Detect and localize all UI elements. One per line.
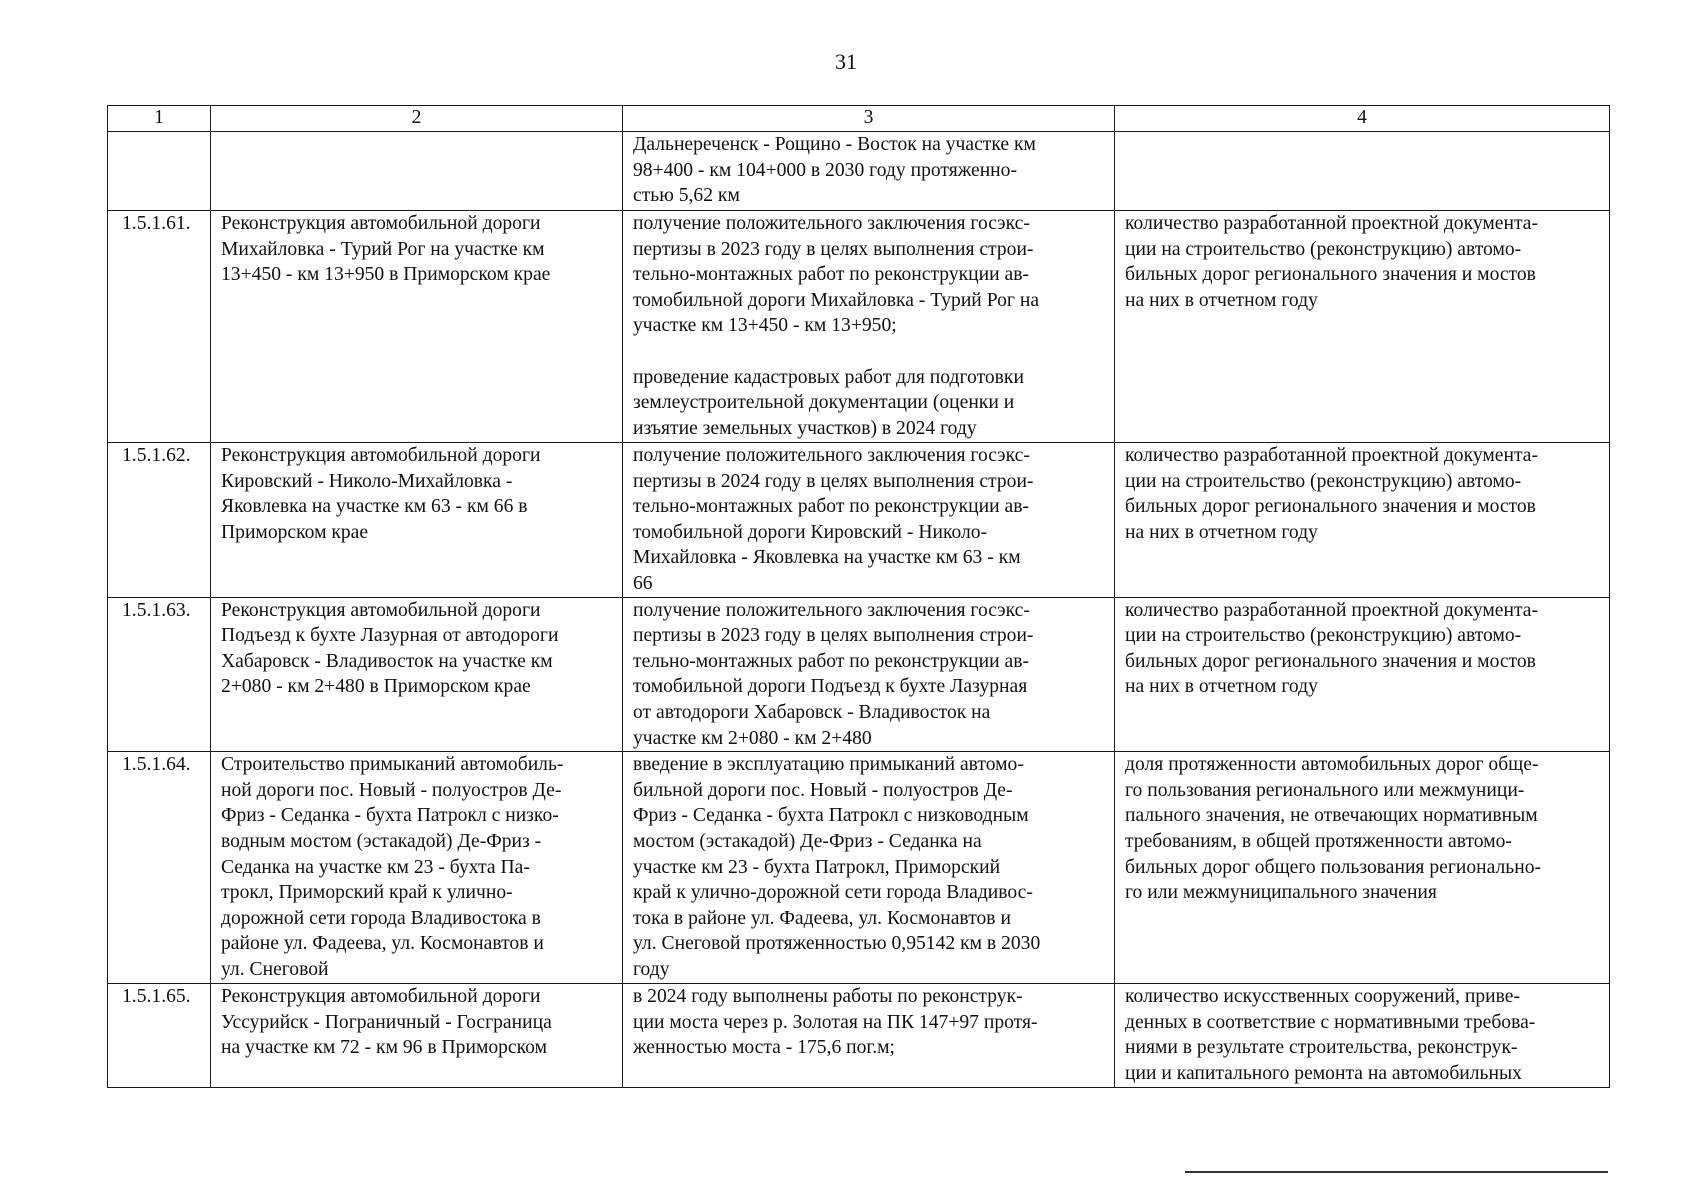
column-header-1: 1 [108,106,211,132]
measure-result: введение в эксплуатацию примыканий автомо- бильной дороги пос. Новый - полуостров Де- Фриз - Седанка - бухта Патрокл с низководным мостом (эстакадой) Де-Фриз - Седанка на участке км 23 - бухта Патрокл, Приморский край к улично-дорожной сети города Владивос- тока в районе ул. Фадеева, ул. Космонавтов и ул. Снеговой протяженностью 0,95142 км в 2030 году [623,752,1115,984]
measure-indicator: количество разработанной проектной документа- ции на строительство (реконструкцию) автомо- бильных дорог регионального значения и мостов на них в отчетном году [1115,597,1610,752]
measure-name: Реконструкция автомобильной дороги Михайловка - Турий Рог на участке км 13+450 - км 13+950 в Приморском крае [211,211,623,443]
row-number: 1.5.1.62. [108,443,211,598]
row-number: 1.5.1.64. [108,752,211,984]
row-number: 1.5.1.65. [108,984,211,1087]
column-header-4: 4 [1115,106,1610,132]
measure-indicator [1115,132,1610,211]
row-number: 1.5.1.61. [108,211,211,443]
table-row [108,132,1610,211]
page-number: 31 [835,49,857,74]
measures-table [107,105,1610,1088]
row-number [108,132,211,211]
row-number: 1.5.1.63. [108,597,211,752]
measure-result: получение положительного заключения госэкс- пертизы в 2024 году в целях выполнения строи- тельно-монтажных работ по реконструкции ав- томобильной дороги Кировский - Николо- Михайловка - Яковлевка на участке км 63 - км 66 [623,443,1115,598]
table-row [108,443,1610,598]
table-row [108,211,1610,443]
measure-indicator: количество разработанной проектной документа- ции на строительство (реконструкцию) автомо- бильных дорог регионального значения и мостов на них в отчетном году [1115,211,1610,443]
measure-indicator: количество разработанной проектной документа- ции на строительство (реконструкцию) автомо- бильных дорог регионального значения и мостов на них в отчетном году [1115,443,1610,598]
column-header-3: 3 [623,106,1115,132]
measure-name: Реконструкция автомобильной дороги Уссурийск - Пограничный - Госграница на участке км 72 - км 96 в Приморском [211,984,623,1087]
measure-indicator: количество искусственных сооружений, приве- денных в соответствие с нормативными требова- ниями в результате строительства, реконструк- ции и капитального ремонта на автомобильных [1115,984,1610,1087]
measure-result: Дальнереченск - Рощино - Восток на участке км 98+400 - км 104+000 в 2030 году протяженно- стью 5,62 км [623,132,1115,211]
measure-indicator: доля протяженности автомобильных дорог обще- го пользования регионального или межмуници- пального значения, не отвечающих нормативным требованиям, в общей протяженности автомо- бильных дорог общего пользования регионально- го или межмуниципального значения [1115,752,1610,984]
table-row [108,597,1610,752]
measure-name: Строительство примыканий автомобиль- ной дороги пос. Новый - полуостров Де- Фриз - Седанка - бухта Патрокл с низко- водным мостом (эстакадой) Де-Фриз - Седанка на участке км 23 - бухта Па- трокл, Приморский край к улично- дорожной сети города Владивостока в районе ул. Фадеева, ул. Космонавтов и ул. Снеговой [211,752,623,984]
table-row [108,984,1610,1087]
measure-result: получение положительного заключения госэкс- пертизы в 2023 году в целях выполнения строи- тельно-монтажных работ по реконструкции ав- томобильной дороги Михайловка - Турий Рог на участке км 13+450 - км 13+950; проведение кадастровых работ для подготовки землеустроительной документации (оценки и изъятие земельных участков) в 2024 году [623,211,1115,443]
table-row [108,752,1610,984]
measure-name: Реконструкция автомобильной дороги Кировский - Николо-Михайловка - Яковлевка на участке км 63 - км 66 в Приморском крае [211,443,623,598]
column-header-2: 2 [211,106,623,132]
table-header-row [108,106,1610,132]
measure-result: получение положительного заключения госэкс- пертизы в 2023 году в целях выполнения строи- тельно-монтажных работ по реконструкции ав- томобильной дороги Подъезд к бухте Лазурная от автодороги Хабаровск - Владивосток на участке км 2+080 - км 2+480 [623,597,1115,752]
measure-result: в 2024 году выполнены работы по реконструк- ции моста через р. Золотая на ПК 147+97 протя- женностью моста - 175,6 пог.м; [623,984,1115,1087]
footer-rule [1185,1171,1608,1173]
measure-name [211,132,623,211]
measure-name: Реконструкция автомобильной дороги Подъезд к бухте Лазурная от автодороги Хабаровск - Владивосток на участке км 2+080 - км 2+480 в Приморском крае [211,597,623,752]
